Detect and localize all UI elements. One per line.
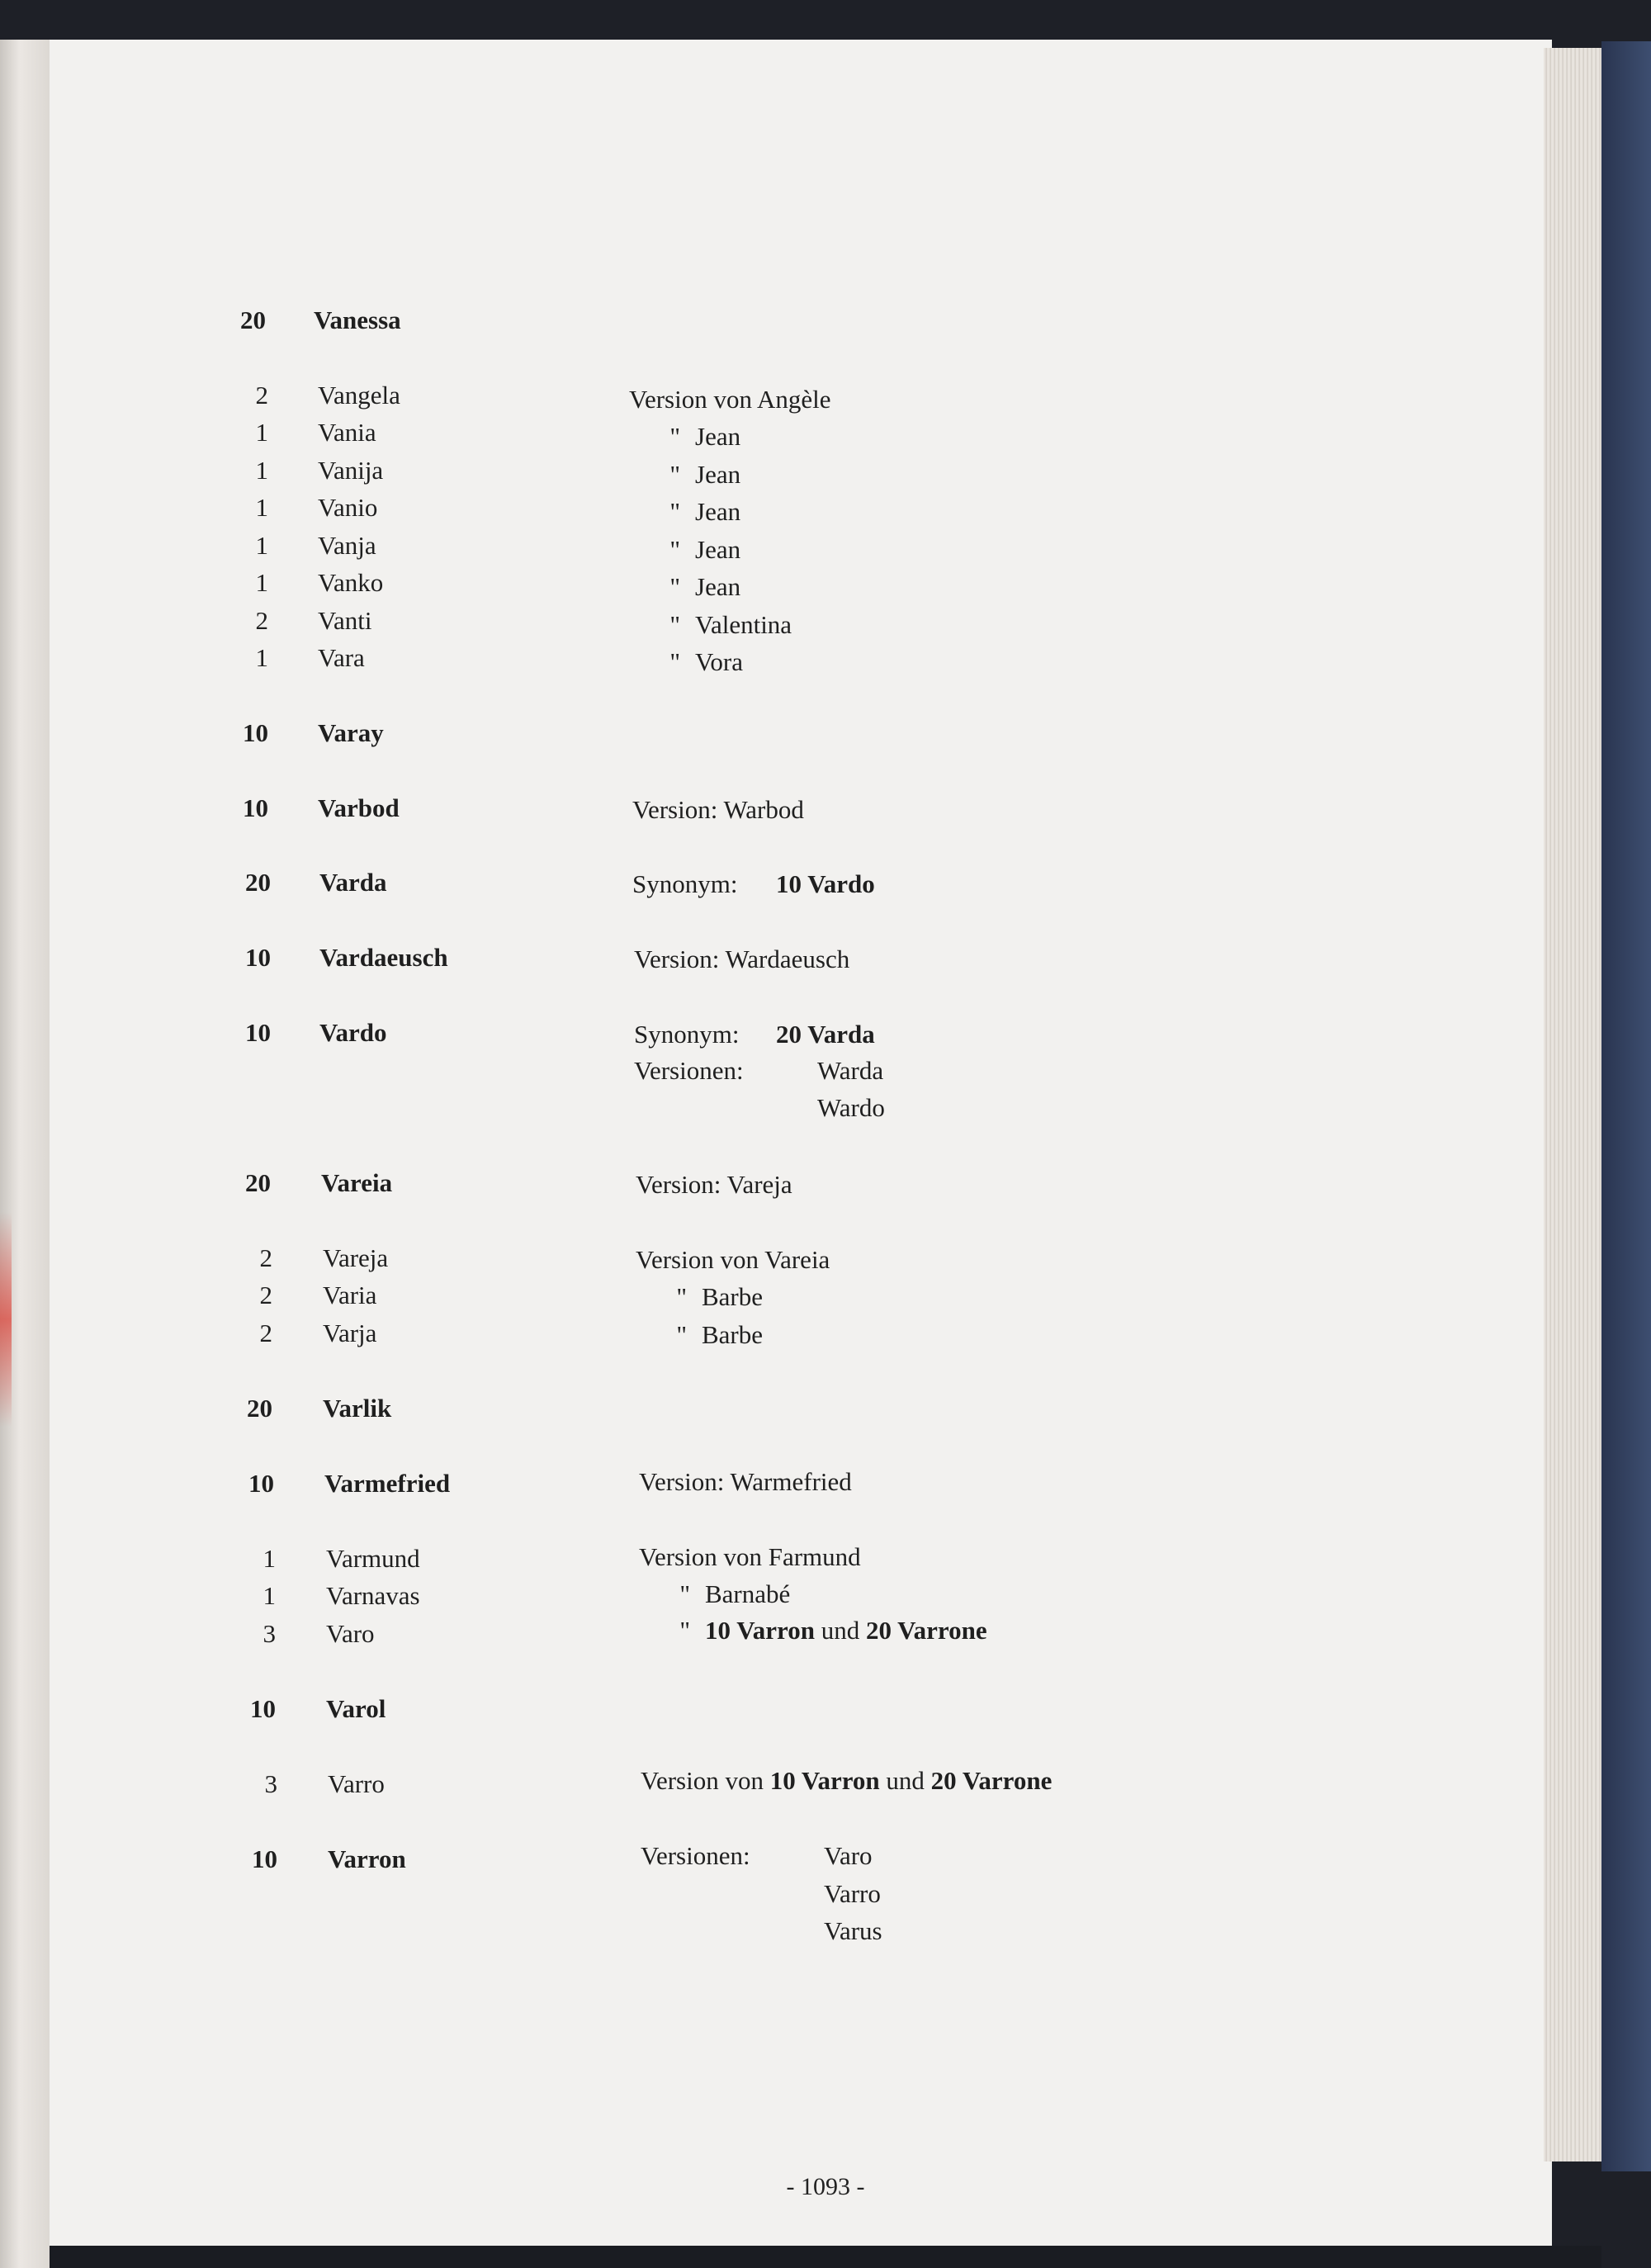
entry-name: Varja [323, 1319, 377, 1347]
left-page-edge [0, 40, 50, 2268]
book-cover-edge [1601, 41, 1651, 2171]
ditto-mark: " [679, 1579, 690, 1608]
entry-note: Version von Vareia [636, 1245, 830, 1274]
entry-note [629, 424, 740, 449]
note-ref: 20 Varrone [865, 1616, 987, 1645]
ditto-mark: " [669, 422, 680, 451]
page-number: - 1093 - [786, 2173, 865, 2200]
entry-name: Vania [318, 418, 376, 447]
note-value: Barbe [702, 1320, 764, 1349]
entry-count: 1 [255, 531, 268, 560]
note-value: Barnabé [705, 1579, 791, 1608]
entry-count: 3 [263, 1619, 276, 1648]
entry-note: Version: Vareja [636, 1170, 792, 1199]
note-value: Barbe [702, 1282, 764, 1311]
entry-note [639, 1581, 790, 1607]
note-joiner: und [814, 1616, 866, 1645]
entry-count: 20 [245, 868, 271, 897]
entry-count: 10 [248, 1469, 274, 1498]
note-prefix: Version von [641, 1766, 770, 1795]
entry-name: Vanti [318, 606, 372, 635]
entry-note [629, 574, 740, 599]
entry-note-value: Warda [817, 1056, 884, 1085]
entry-count: 1 [263, 1544, 276, 1573]
entry-note [629, 537, 740, 562]
entry-count: 2 [255, 606, 268, 635]
entry-name: Varron [328, 1844, 406, 1873]
entry-count: 2 [259, 1281, 272, 1309]
page-sheet [50, 40, 1552, 2268]
entry-name: Vareja [323, 1243, 389, 1272]
entry-name: Vara [318, 643, 365, 672]
entry-count: 10 [245, 943, 271, 972]
entry-count: 1 [255, 568, 268, 597]
entry-note [636, 1322, 763, 1347]
note-value: Jean [695, 572, 741, 601]
entry-count: 2 [259, 1319, 272, 1347]
entry-count: 20 [245, 1168, 271, 1197]
entry-name: Varbod [318, 793, 400, 822]
entry-name: Vanko [318, 568, 384, 597]
entry-name: Vanija [318, 456, 384, 485]
entry-count: 3 [264, 1769, 277, 1798]
entry-count: 1 [255, 456, 268, 485]
entry-note-value: Varo [824, 1841, 873, 1870]
ditto-mark: " [669, 497, 680, 526]
entry-count: 10 [245, 1018, 271, 1047]
ditto-mark: " [669, 647, 680, 676]
entry-name: Varlik [323, 1394, 392, 1423]
note-value: Jean [695, 497, 741, 526]
red-tab-mark [0, 1212, 12, 1427]
entry-name: Varda [319, 868, 387, 897]
entry-name: Varay [318, 718, 384, 747]
note-value: Jean [695, 460, 741, 489]
entry-note: Synonym: [632, 869, 738, 898]
entry-note: Version: Wardaeusch [634, 945, 850, 973]
entry-note: Synonym: [634, 1020, 740, 1049]
note-value: Vora [695, 647, 743, 676]
entry-note-value: Wardo [817, 1093, 885, 1122]
entry-name: Varmefried [324, 1469, 451, 1498]
entry-note [636, 1284, 763, 1309]
entry-note [639, 1617, 987, 1643]
ditto-mark: " [669, 610, 680, 639]
entry-name: Vardaeusch [319, 943, 448, 972]
bottom-shadow [50, 2246, 1601, 2268]
ditto-mark: " [669, 572, 680, 601]
entry-note: Version: Warbod [632, 795, 804, 824]
entry-name: Varo [326, 1619, 375, 1648]
entry-count: 1 [263, 1581, 276, 1610]
entry-name: Varia [323, 1281, 377, 1309]
entry-count: 10 [243, 793, 268, 822]
entry-count: 2 [259, 1243, 272, 1272]
note-value: Jean [695, 535, 741, 564]
entry-count: 1 [255, 493, 268, 522]
entry-note: Versionen: [634, 1056, 744, 1085]
entry-count: 20 [247, 1394, 272, 1423]
entry-note: Version von Angèle [629, 385, 831, 414]
note-joiner: und [879, 1766, 931, 1795]
entry-note [641, 1768, 1052, 1793]
ditto-mark: " [676, 1320, 687, 1349]
entry-count: 2 [255, 381, 268, 410]
entry-note-value: 20 Varda [776, 1020, 875, 1049]
entry-name: Varnavas [326, 1581, 420, 1610]
entry-name: Varol [326, 1694, 386, 1723]
entry-name: Varmund [326, 1544, 420, 1573]
entry-name: Vangela [318, 381, 400, 410]
entry-note-value: 10 Vardo [776, 869, 875, 898]
entry-name: Vanja [318, 531, 376, 560]
entry-note [629, 649, 743, 675]
page-stack-edge [1544, 48, 1601, 2161]
entry-note: Version: Warmefried [639, 1467, 852, 1496]
entry-name: Varro [328, 1769, 385, 1798]
ditto-mark: " [669, 535, 680, 564]
entry-count: 1 [255, 643, 268, 672]
note-ref: 10 Varron [769, 1766, 880, 1795]
entry-name: Vanio [318, 493, 378, 522]
entry-name: Vardo [319, 1018, 387, 1047]
entry-count: 1 [255, 418, 268, 447]
entry-count: 20 [240, 305, 266, 334]
entry-note [629, 499, 740, 524]
entry-count: 10 [252, 1844, 277, 1873]
entry-count: 10 [250, 1694, 276, 1723]
entry-note-value: Varus [824, 1916, 882, 1945]
note-value: Jean [695, 422, 741, 451]
entry-note: Version von Farmund [639, 1542, 861, 1571]
entry-count: 10 [243, 718, 268, 747]
entry-note [629, 462, 740, 487]
entry-note: Versionen: [641, 1841, 750, 1870]
note-ref: 10 Varron [705, 1616, 815, 1645]
ditto-mark: " [676, 1282, 687, 1311]
note-ref: 20 Varrone [930, 1766, 1053, 1795]
entry-name: Vanessa [314, 305, 401, 334]
note-value: Valentina [695, 610, 792, 639]
entry-note [629, 612, 792, 637]
ditto-mark: " [679, 1616, 690, 1645]
entry-name: Vareia [321, 1168, 393, 1197]
ditto-mark: " [669, 460, 680, 489]
entry-note-value: Varro [824, 1879, 881, 1908]
